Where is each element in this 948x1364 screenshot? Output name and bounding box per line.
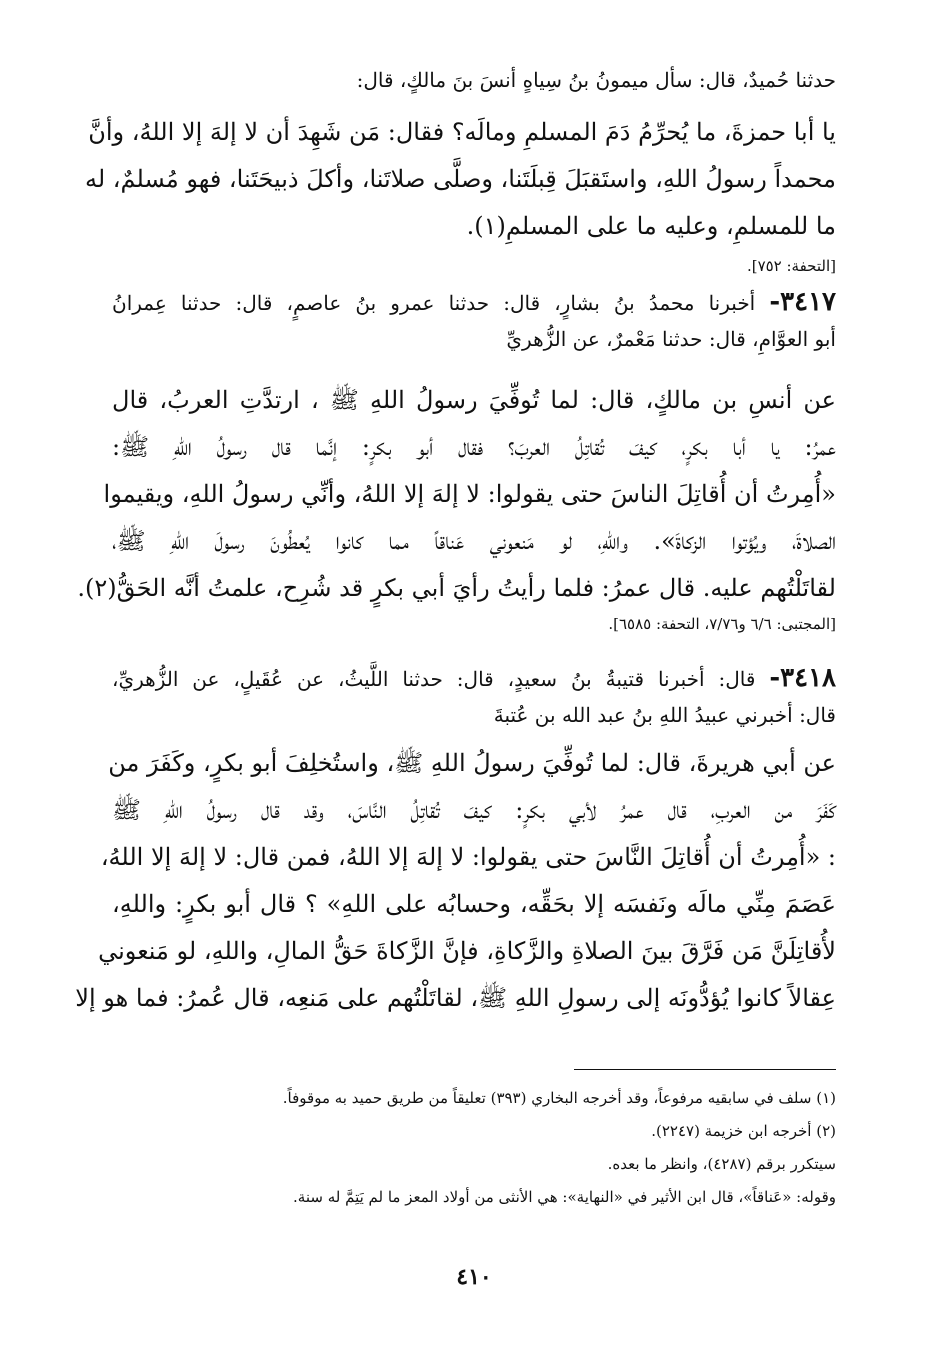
matn-line: محمداً رسولُ اللهِ، واستَقبَلَ قِبلَتَنا، وصلَّى صلاتَنا، وأكلَ ذبيحَتَنا، فهو مُسلمٌ، له — [85, 165, 836, 193]
matn-line: عمرُ: يا أبا بكرٍ، كيفَ تُقاتِلُ العربَ؟ فقال أبو بكرٍ: إنَّما قال رسولُ اللهِ ﷺ: — [112, 433, 837, 461]
hadith-3416-reference — [112, 254, 836, 278]
reference-text: [المجتبى: ٦/٦ و٧/٧٦، التحفة: ٦٥٨٥]. — [608, 615, 836, 633]
reference-text: [التحفة: ٧٥٢]. — [746, 257, 836, 275]
hadith-number: ٣٤١٧- — [769, 287, 836, 317]
hadith-3418-chain — [112, 660, 836, 733]
matn-line: «أُمِرتُ أن أُقاتِلَ الناسَ حتى يقولوا: لا إلهَ إلا اللهُ، وأنِّي رسولُ اللهِ، ويقيموا — [103, 480, 836, 508]
footnote-1: (١) سلف في سابقيه مرفوعاً، وقد أخرجه البخاري (٣٩٣) تعليقاً من طريق حميد به موقوفاً. — [282, 1089, 836, 1107]
hadith-3418-matn — [75, 740, 836, 1022]
matn-line: عن أنسِ بن مالكٍ، قال: لما تُوفِّيَ رسولُ اللهِ ﷺ ، ارتدَّتِ العربُ، قال — [112, 386, 836, 414]
matn-line: عَصَمَ مِنِّي مالَه ونَفسَه إلا بحَقِّه، وحسابُه على اللهِ» ؟ قال أبو بكرٍ: واللهِ، — [112, 890, 836, 918]
matn-line: الصلاةَ، ويُؤتوا الزكاةَ». واللهِ، لو مَنعوني عَناقاً مما كانوا يُعطُونَ رسولَ اللهِ ﷺ، — [112, 527, 836, 555]
matn-line: كَفَرَ من العربِ، قال عمرُ لأبي بكرٍ: كيفَ تُقاتِلُ النَّاسَ، وقد قال رسولُ اللهِ ﷺ — [112, 796, 836, 824]
chain-text: قال: أخبرنا قتيبةُ بنُ سعيدٍ، قال: حدثنا اللَّيثُ، عن عُقَيلٍ، عن الزُّهريِّ، — [112, 667, 756, 691]
footnote-note: سيتكرر برقم (٤٢٨٧)، وانظر ما بعده. — [607, 1155, 836, 1173]
matn-line: يا أبا حمزةَ، ما يُحرِّمُ دَمَ المسلمِ ومالَه؟ فقال: مَن شَهِدَ أن لا إلهَ إلا اللهُ، وأنَّ — [88, 118, 836, 146]
hadith-number: ٣٤١٨- — [769, 663, 837, 693]
footnote-note: وقوله: «عَناقاً»، قال ابن الأثير في «النهاية»: هي الأنثى من أولاد المعز ما لم يَتِمَّ له سنة. — [293, 1188, 836, 1206]
matn-line: لقاتَلْتُهم عليه. قال عمرُ: فلما رأيتُ رأيَ أبي بكرٍ قد شُرِح، علمتُ أنَّه الحَقُّ(٢). — [77, 574, 836, 602]
chain-text: أخبرنا محمدُ بنُ بشارٍ، قال: حدثنا عمرو بنُ عاصمٍ، قال: حدثنا عِمرانُ — [112, 291, 756, 315]
matn-line: عن أبي هريرةَ، قال: لما تُوفِّيَ رسولُ اللهِ ﷺ، واستُخلِفَ أبو بكرٍ، وكَفَرَ من — [108, 749, 836, 777]
footnote-2: (٢) أخرجه ابن خزيمة (٢٢٤٧). — [651, 1122, 836, 1140]
matn-line: : «أُمِرتُ أن أُقاتِلَ النَّاسَ حتى يقولوا: لا إلهَ إلا اللهُ، فمن قال: لا إلهَ إلا اللهُ، — [100, 843, 836, 871]
hadith-3416-chain — [112, 62, 836, 98]
chain-line: أبو العوَّامِ، قال: حدثنا مَعْمرٌ، عن الزُّهريِّ — [506, 327, 836, 351]
hadith-3417-reference — [112, 612, 836, 636]
matn-line: عِقالاً كانوا يُؤدُّونَه إلى رسولِ اللهِ ﷺ، لقاتَلْتُهم على مَنعِه، قال عُمرُ: فما هو إلا — [75, 984, 836, 1012]
footnotes — [112, 1082, 836, 1214]
footnote-separator — [574, 1069, 836, 1070]
matn-line: ما للمسلمِ، وعليه ما على المسلمِ(١). — [466, 212, 836, 240]
chain-line: قال: أخبرني عبيدُ اللهِ بنُ عبد الله بن عُتبةَ — [493, 703, 836, 727]
chain-line: حدثنا حُميدٌ، قال: سأل ميمونُ بنُ سِياهٍ أنسَ بنَ مالكٍ، قال: — [356, 68, 836, 92]
matn-line: لأُقاتِلَنَّ مَن فَرَّقَ بينَ الصلاةِ والزَّكاةِ، فإنَّ الزَّكاةَ حَقُّ المالِ، واللهِ، لو مَنعوني — [98, 937, 836, 965]
page-number: ٤١٠ — [456, 1264, 492, 1290]
chain-line — [112, 660, 836, 697]
hadith-3417-chain — [112, 284, 836, 357]
hadith-3416-matn — [85, 109, 836, 250]
hadith-3417-matn — [77, 377, 837, 612]
chain-line — [112, 284, 836, 321]
